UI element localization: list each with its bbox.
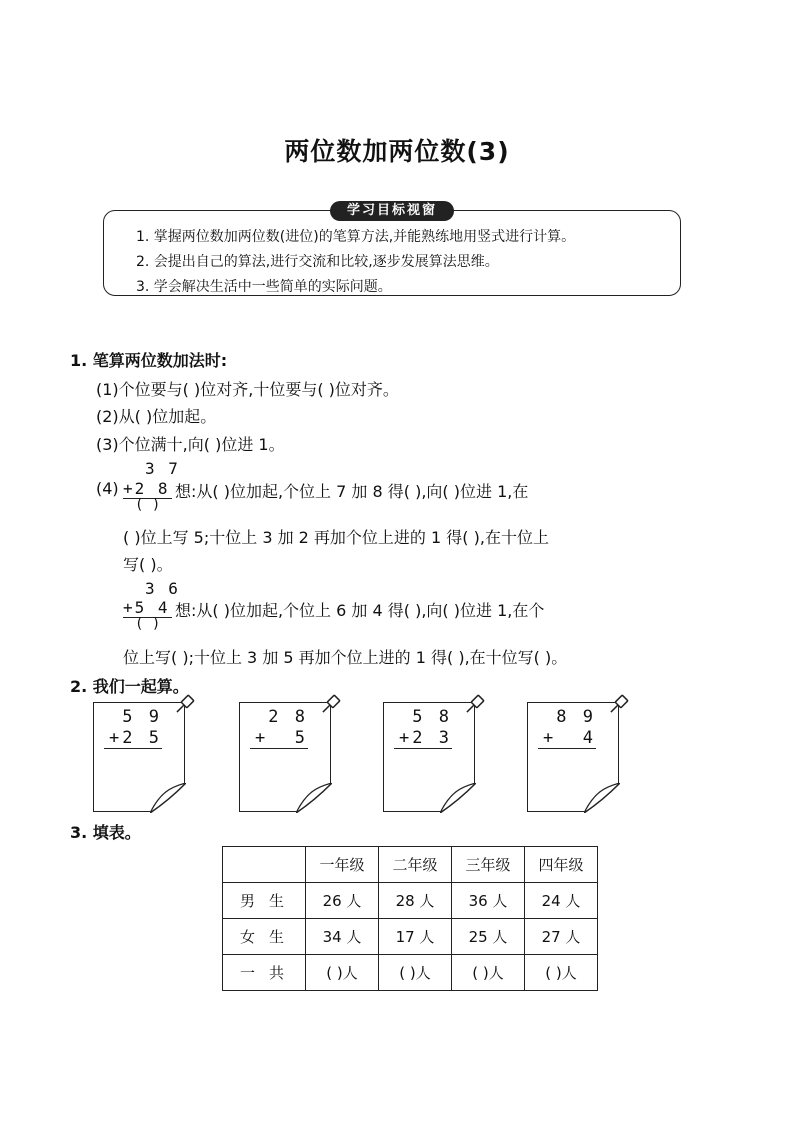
table-header-cell: 一年级 (306, 847, 379, 883)
page-curl-icon (296, 783, 332, 813)
ex1-think-line-2: ( )位上写 5;十位上 3 加 2 再加个位上进的 1 得( ),在十位上 (123, 528, 549, 547)
table-header-cell: 三年级 (452, 847, 525, 883)
ex1-think-line-1: 想:从( )位加起,个位上 7 加 8 得( ),向( )位进 1,在 (175, 482, 529, 501)
page-curl-icon (584, 783, 620, 813)
ex1-top-number: 3 7 (145, 459, 180, 478)
table-cell: 27 人 (525, 919, 598, 955)
learning-goals-badge: 学习目标视窗 (330, 201, 454, 221)
table-cell: 28 人 (379, 883, 452, 919)
problem-4-bottom: + 4 (538, 728, 596, 749)
table-header-row (223, 847, 598, 883)
goal-item-1: 1. 掌握两位数加两位数(进位)的笔算方法,并能熟练地用竖式进行计算。 (136, 229, 576, 245)
table-cell: 26 人 (306, 883, 379, 919)
ex1-label: (4) (96, 479, 119, 498)
pin-icon (172, 693, 196, 717)
ex2-addend: +5 4 (123, 598, 170, 617)
ex1-answer-blank: ( ) (135, 497, 161, 513)
problem-card-3 (383, 702, 475, 812)
problem-2-top: 2 8 (268, 707, 308, 727)
goal-item-2: 2. 会提出自己的算法,进行交流和比较,逐步发展算法思维。 (136, 254, 499, 270)
problem-1-bottom: +2 5 (104, 728, 162, 749)
table-cell: 36 人 (452, 883, 525, 919)
table-row (223, 955, 598, 991)
problem-card-4 (527, 702, 619, 812)
page-title: 两位数加两位数(3) (284, 137, 510, 166)
table-cell: 17 人 (379, 919, 452, 955)
problem-3-bottom: +2 3 (394, 728, 452, 749)
ex2-top-number: 3 6 (145, 579, 180, 598)
table-row (223, 883, 598, 919)
table-cell: 34 人 (306, 919, 379, 955)
table-header-cell: 四年级 (525, 847, 598, 883)
q1-line-1: (1)个位要与( )位对齐,十位要与( )位对齐。 (96, 380, 399, 399)
table-cell: ( )人 (452, 955, 525, 991)
table-row (223, 919, 598, 955)
pin-icon (462, 693, 486, 717)
pin-icon (318, 693, 342, 717)
ex1-think-line-3: 写( )。 (123, 555, 173, 574)
row-label: 一共 (223, 955, 306, 991)
ex2-think-line-2: 位上写( );十位上 3 加 5 再加个位上进的 1 得( ),在十位写( )。 (123, 648, 568, 667)
table-header-cell: 二年级 (379, 847, 452, 883)
q1-line-2: (2)从( )位加起。 (96, 407, 217, 426)
q1-heading: 1. 笔算两位数加法时: (70, 351, 228, 370)
ex1-addend: +2 8 (123, 479, 170, 498)
page-curl-icon (440, 783, 476, 813)
problem-card-1 (93, 702, 185, 812)
problem-2-bottom: + 5 (250, 728, 308, 749)
problem-3-top: 5 8 (412, 707, 452, 727)
grade-table (222, 846, 598, 991)
problem-card-2 (239, 702, 331, 812)
ex2-answer-blank: ( ) (135, 616, 161, 632)
table-cell: ( )人 (525, 955, 598, 991)
problem-4-top: 8 9 (556, 707, 596, 727)
table-cell: 25 人 (452, 919, 525, 955)
q2-heading: 2. 我们一起算。 (70, 677, 189, 696)
q3-heading: 3. 填表。 (70, 823, 141, 842)
problem-1-top: 5 9 (122, 707, 162, 727)
table-corner-cell (223, 847, 306, 883)
pin-icon (606, 693, 630, 717)
table-cell: 24 人 (525, 883, 598, 919)
table-cell: ( )人 (379, 955, 452, 991)
row-label: 女生 (223, 919, 306, 955)
ex2-think-line-1: 想:从( )位加起,个位上 6 加 4 得( ),向( )位进 1,在个 (175, 601, 545, 620)
row-label: 男生 (223, 883, 306, 919)
table-cell: ( )人 (306, 955, 379, 991)
goal-item-3: 3. 学会解决生活中一些简单的实际问题。 (136, 279, 392, 295)
q1-line-3: (3)个位满十,向( )位进 1。 (96, 435, 285, 454)
page-curl-icon (150, 783, 186, 813)
